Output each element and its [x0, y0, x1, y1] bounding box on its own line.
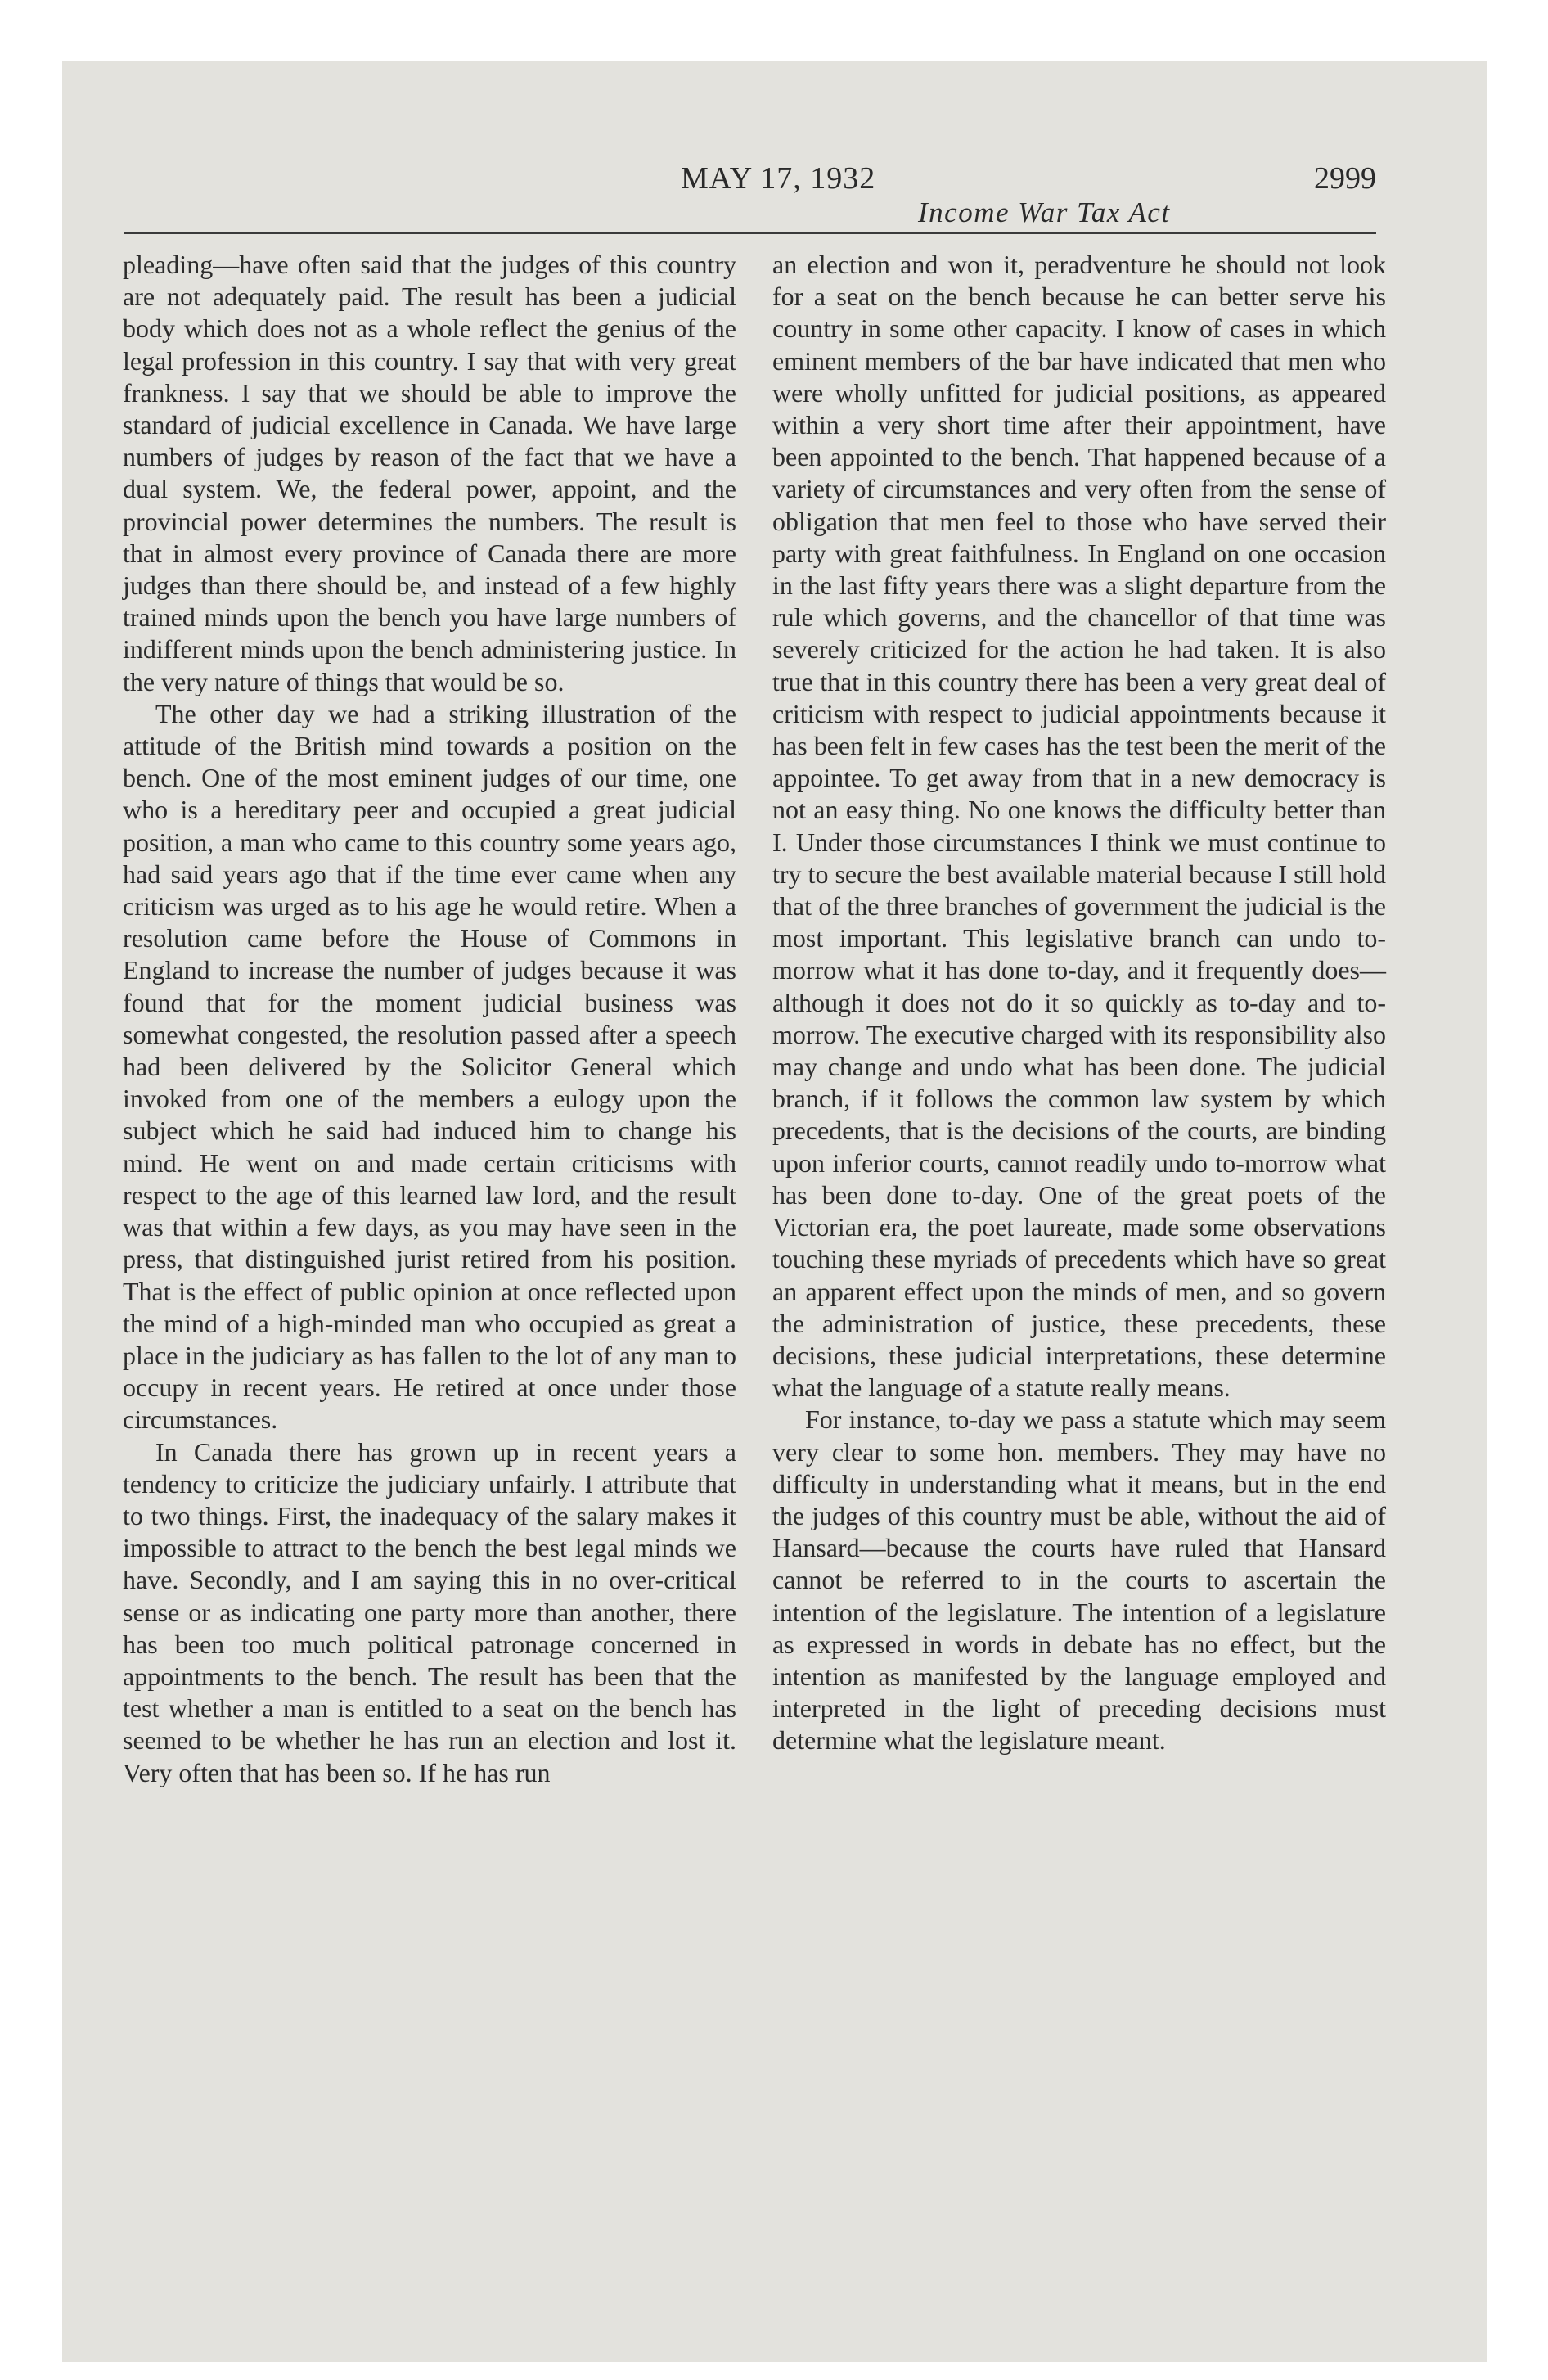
- left-column: [123, 249, 736, 1789]
- paragraph: pleading—have often said that the judges of this country are not adequately paid. The result has been a judicial body which does not as a whole reflect the genius of the legal profession in this country. I say that with very great frankness. I say that we should be able to improve the standard of judicial excellence in Canada. We have large numbers of judges by reason of the fact that we have a dual system. We, the federal power, appoint, and the provincial power determines the numbers. The result is that in almost every province of Canada there are more judges than there should be, and instead of a few highly trained minds upon the bench you have large numbers of indifferent minds upon the bench administering justice. In the very nature of things that would be so.: [123, 250, 736, 696]
- paragraph: The other day we had a striking illustration of the attitude of the British mind towards a position on the bench. One of the most eminent judges of our time, one who is a hereditary peer and occupied a great judicial position, a man who came to this country some years ago, had said years ago that if the time ever came when any criticism was urged as to his age he would retire. When a resolution came before the House of Commons in England to increase the number of judges because it was found that for the moment judicial business was somewhat congested, the resolution passed after a speech had been delivered by the Solicitor General which invoked from one of the members a eulogy upon the subject which he said had induced him to change his mind. He went on and made certain criticisms with respect to the age of this learned law lord, and the result was that within a few days, as you may have seen in the press, that distinguished jurist retired from his position. That is the effect of public opinion at once reflected upon the mind of a high-minded man who occupied as great a place in the judiciary as has fallen to the lot of any man to occupy in recent years. He retired at once under those circumstances.: [123, 698, 736, 1435]
- page-number: 2999: [1314, 161, 1376, 196]
- running-title: Income War Tax Act: [918, 196, 1171, 228]
- paragraph: an election and won it, peradventure he should not look for a seat on the bench because he can better serve his country in some other capacity. I know of cases in which eminent members of the bar have indicated that men who were wholly unfitted for judicial positions, as appeared within a very short time after their appointment, have been appointed to the bench. That happened because of a variety of circumstances and very often from the sense of obligation that men feel to those who have served their party with great faithfulness. In England on one occasion in the last fifty years there was a slight departure from the rule which governs, and the chancellor of that time was severely criticized for the action he had taken. It is also true that in this country there has been a very great deal of criticism with respect to judicial appointments because it has been felt in few cases has the test been the merit of the appointee. To get away from that in a new democracy is not an easy thing. No one knows the difficulty better than I. Under those circumstances I think we must continue to try to secure the best available material because I still hold that of the three branches of government the judicial is the most important. This legislative branch can undo to-morrow what it has done to-day, and it frequently does—although it does not do it so quickly as to-day and to-morrow. The executive charged with its responsibility also may change and undo what has been done. The judicial branch, if it follows the common law system by which precedents, that is the decisions of the courts, are binding upon inferior courts, cannot readily undo to-morrow what has been done to-day. One of the great poets of the Victorian era, the poet laureate, made some observations touching these myriads of precedents which have so great an apparent effect upon the minds of men, and so govern the administration of justice, these precedents, these decisions, these judicial interpretations, these determine what the language of a statute really means.: [772, 250, 1386, 1403]
- right-column: [772, 249, 1386, 1757]
- header-rule: [124, 232, 1376, 234]
- paragraph: For instance, to-day we pass a statute which may seem very clear to some hon. members. They may have no difficulty in understanding what it means, but in the end the judges of this country must be able, without the aid of Hansard—because the courts have ruled that Hansard cannot be referred to in the courts to ascertain the intention of the legislature. The intention of a legislature as expressed in words in debate has no effect, but the intention as manifested by the language employed and interpreted in the light of preceding decisions must determine what the legislature meant.: [772, 1404, 1386, 1756]
- header-date: MAY 17, 1932: [681, 161, 876, 196]
- paragraph: In Canada there has grown up in recent years a tendency to criticize the judiciary unfairly. I attribute that to two things. First, the inadequacy of the salary makes it impossible to attract to the bench the best legal minds we have. Secondly, and I am saying this in no over-critical sense or as indicating one party more than another, there has been too much political patronage concerned in appointments to the bench. The result has been that the test whether a man is entitled to a seat on the bench has seemed to be whether he has run an election and lost it. Very often that has been so. If he has run: [123, 1436, 736, 1787]
- page-header: [124, 149, 1376, 229]
